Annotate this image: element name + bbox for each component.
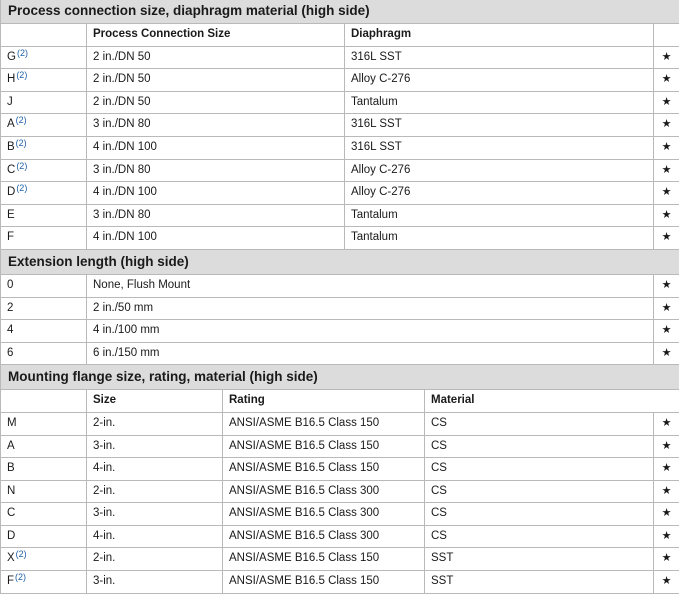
row-code: $G^{(2)}$ [1, 46, 87, 69]
process-column-header-row [1, 24, 679, 47]
flange-size-cell: 2-in. [87, 412, 223, 435]
material-cell: CS [425, 480, 654, 503]
row-code: C [1, 503, 87, 526]
table-row [1, 548, 679, 571]
star-icon: ★ [654, 91, 679, 114]
diaphragm-cell: 316L SST [345, 46, 654, 69]
table-row [1, 182, 679, 205]
diaphragm-cell: 316L SST [345, 136, 654, 159]
process-size-cell: 2 in./DN 50 [87, 46, 345, 69]
star-icon: ★ [654, 503, 679, 526]
star-icon: ★ [654, 69, 679, 92]
section-title-process: Process connection size, diaphragm material (high side) [1, 0, 679, 24]
blank-header-cell [1, 390, 87, 413]
material-cell: CS [425, 503, 654, 526]
table-row [1, 46, 679, 69]
diaphragm-cell: Tantalum [345, 227, 654, 250]
table-row [1, 114, 679, 137]
material-cell: SST [425, 548, 654, 571]
material-cell: CS [425, 458, 654, 481]
table-row [1, 91, 679, 114]
material-cell: SST [425, 571, 654, 594]
material-cell: CS [425, 435, 654, 458]
row-code: A [1, 435, 87, 458]
row-code: M [1, 412, 87, 435]
table-row [1, 227, 679, 250]
blank-header-cell [1, 24, 87, 47]
process-size-cell: 3 in./DN 80 [87, 159, 345, 182]
row-code: B [1, 458, 87, 481]
row-code: J [1, 91, 87, 114]
section-title-flange: Mounting flange size, rating, material (high side) [1, 365, 679, 390]
rating-header: Rating [223, 390, 425, 413]
rating-cell: ANSI/ASME B16.5 Class 300 [223, 503, 425, 526]
row-code: E [1, 204, 87, 227]
star-icon: ★ [654, 204, 679, 227]
row-code: N [1, 480, 87, 503]
extension-desc-cell: 4 in./100 mm [87, 320, 654, 343]
process-size-cell: 4 in./DN 100 [87, 227, 345, 250]
flange-size-cell: 2-in. [87, 548, 223, 571]
material-header: Material [425, 390, 679, 413]
section-header-flange [1, 365, 679, 390]
flange-size-cell: 3-in. [87, 435, 223, 458]
diaphragm-header: Diaphragm [345, 24, 654, 47]
flange-size-cell: 2-in. [87, 480, 223, 503]
table-row [1, 136, 679, 159]
star-icon: ★ [654, 571, 679, 594]
row-code: $B^{(2)}$ [1, 136, 87, 159]
row-code: $A^{(2)}$ [1, 114, 87, 137]
footnote-ref[interactable]: (2) [16, 70, 28, 81]
rating-cell: ANSI/ASME B16.5 Class 150 [223, 458, 425, 481]
rating-cell: ANSI/ASME B16.5 Class 150 [223, 571, 425, 594]
extension-desc-cell: 2 in./50 mm [87, 297, 654, 320]
table-row [1, 320, 679, 343]
table-row [1, 458, 679, 481]
star-icon: ★ [654, 182, 679, 205]
star-icon: ★ [654, 114, 679, 137]
row-code: $D^{(2)}$ [1, 182, 87, 205]
rating-cell: ANSI/ASME B16.5 Class 300 [223, 525, 425, 548]
section-header-process [1, 0, 679, 24]
process-size-cell: 3 in./DN 80 [87, 114, 345, 137]
star-icon: ★ [654, 320, 679, 343]
star-icon: ★ [654, 342, 679, 365]
row-code: D [1, 525, 87, 548]
star-icon: ★ [654, 46, 679, 69]
row-code: $H^{(2)}$ [1, 69, 87, 92]
flange-size-cell: 3-in. [87, 571, 223, 594]
row-code: 4 [1, 320, 87, 343]
rating-cell: ANSI/ASME B16.5 Class 150 [223, 412, 425, 435]
table-row [1, 297, 679, 320]
flange-size-header: Size [87, 390, 223, 413]
rating-cell: ANSI/ASME B16.5 Class 150 [223, 548, 425, 571]
table-row [1, 412, 679, 435]
table-row [1, 204, 679, 227]
diaphragm-cell: Alloy C-276 [345, 182, 654, 205]
star-icon: ★ [654, 480, 679, 503]
row-code: $C^{(2)}$ [1, 159, 87, 182]
footnote-ref[interactable]: (2) [16, 183, 28, 194]
diaphragm-cell: Tantalum [345, 204, 654, 227]
process-size-cell: 2 in./DN 50 [87, 91, 345, 114]
footnote-ref[interactable]: (2) [16, 160, 28, 171]
table-row [1, 159, 679, 182]
star-header-cell [654, 24, 679, 47]
diaphragm-cell: Tantalum [345, 91, 654, 114]
flange-size-cell: 3-in. [87, 503, 223, 526]
star-icon: ★ [654, 136, 679, 159]
star-icon: ★ [654, 525, 679, 548]
row-code: 0 [1, 274, 87, 297]
process-size-cell: 2 in./DN 50 [87, 69, 345, 92]
star-icon: ★ [654, 435, 679, 458]
star-icon: ★ [654, 159, 679, 182]
process-size-cell: 3 in./DN 80 [87, 204, 345, 227]
extension-desc-cell: 6 in./150 mm [87, 342, 654, 365]
extension-desc-cell: None, Flush Mount [87, 274, 654, 297]
table-row [1, 69, 679, 92]
table-row [1, 274, 679, 297]
star-icon: ★ [654, 548, 679, 571]
table-row [1, 480, 679, 503]
diaphragm-cell: Alloy C-276 [345, 159, 654, 182]
process-size-cell: 4 in./DN 100 [87, 182, 345, 205]
process-size-cell: 4 in./DN 100 [87, 136, 345, 159]
flange-size-cell: 4-in. [87, 525, 223, 548]
footnote-ref[interactable]: (2) [15, 115, 27, 126]
diaphragm-cell: Alloy C-276 [345, 69, 654, 92]
rating-cell: ANSI/ASME B16.5 Class 150 [223, 435, 425, 458]
table-row [1, 435, 679, 458]
footnote-ref[interactable]: (2) [15, 549, 27, 560]
row-code: 6 [1, 342, 87, 365]
footnote-ref[interactable]: (2) [15, 572, 27, 583]
star-icon: ★ [654, 412, 679, 435]
footnote-ref[interactable]: (2) [16, 47, 28, 58]
section-title-extension: Extension length (high side) [1, 249, 679, 274]
rating-cell: ANSI/ASME B16.5 Class 300 [223, 480, 425, 503]
star-icon: ★ [654, 297, 679, 320]
table-row [1, 571, 679, 594]
table-row [1, 525, 679, 548]
table-row [1, 342, 679, 365]
footnote-ref[interactable]: (2) [15, 137, 27, 148]
process-size-header: Process Connection Size [87, 24, 345, 47]
star-icon: ★ [654, 458, 679, 481]
section-header-extension [1, 249, 679, 274]
star-icon: ★ [654, 274, 679, 297]
material-cell: CS [425, 412, 654, 435]
row-code: $F^{(2)}$ [1, 571, 87, 594]
material-cell: CS [425, 525, 654, 548]
row-code: F [1, 227, 87, 250]
flange-column-header-row [1, 390, 679, 413]
table-row [1, 503, 679, 526]
row-code: $X^{(2)}$ [1, 548, 87, 571]
diaphragm-cell: 316L SST [345, 114, 654, 137]
star-icon: ★ [654, 227, 679, 250]
flange-size-cell: 4-in. [87, 458, 223, 481]
row-code: 2 [1, 297, 87, 320]
